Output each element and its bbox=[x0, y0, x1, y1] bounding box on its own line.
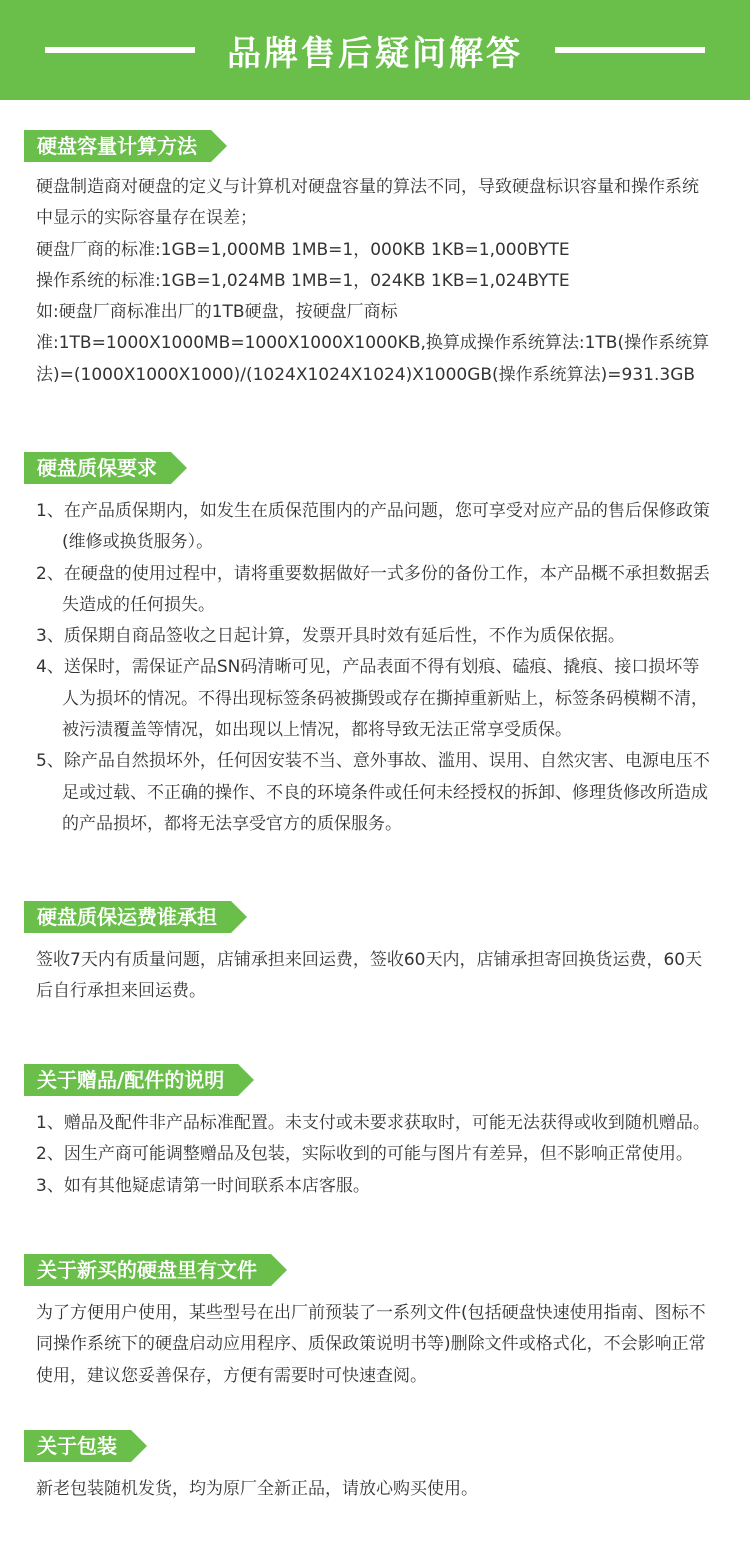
section-heading-capacity: 硬盘容量计算方法 bbox=[24, 130, 211, 162]
capacity-paragraph: 硬盘制造商对硬盘的定义与计算机对硬盘容量的算法不同，导致硬盘标识容量和操作系统中显示的实际容量存在误差； bbox=[36, 177, 699, 229]
shipping-text: 签收7天内有质量问题，店铺承担来回运费，签收60天内，店铺承担寄回换货运费，60天后自行承担来回运费。 bbox=[36, 950, 703, 1002]
capacity-paragraph: 硬盘厂商的标准:1GB=1,000MB 1MB=1，000KB 1KB=1,000BYTE bbox=[36, 239, 570, 260]
section-shipping bbox=[0, 901, 750, 1008]
list-item: 2、因生产商可能调整赠品及包装，实际收到的可能与图片有差异，但不影响正常使用。 bbox=[36, 1144, 693, 1165]
capacity-paragraph: 如:硬盘厂商标准出厂的1TB硬盘，按硬盘厂商标准:1TB=1000X1000MB=1000X1000X1000KB,换算成操作系统算法:1TB(操作系统算法)=(1000X1000X1000)/(1024X1024X1024)X1000GB(操作系统算法)=931.3GB bbox=[36, 302, 710, 385]
banner-decor-line-right bbox=[555, 47, 705, 53]
section-heading-warranty: 硬盘质保要求 bbox=[24, 452, 171, 484]
section-gifts bbox=[0, 1064, 750, 1202]
page-title: 品牌售后疑问解答 bbox=[227, 33, 523, 74]
list-item: 3、如有其他疑虑请第一时间联系本店客服。 bbox=[36, 1175, 370, 1196]
capacity-paragraph: 操作系统的标准:1GB=1,024MB 1MB=1，024KB 1KB=1,024BYTE bbox=[36, 270, 570, 291]
section-warranty bbox=[0, 452, 750, 840]
files-text: 为了方便用户使用，某些型号在出厂前预装了一系列文件(包括硬盘快速使用指南、图标不同操作系统下的硬盘启动应用程序、质保政策说明书等)删除文件或格式化，不会影响正常使用，建议您妥善保存，方便有需要时可快速查阅。 bbox=[36, 1303, 706, 1386]
section-body-capacity bbox=[0, 172, 750, 391]
section-heading-files: 关于新买的硬盘里有文件 bbox=[24, 1254, 271, 1286]
section-heading-gifts: 关于赠品/配件的说明 bbox=[24, 1064, 238, 1096]
section-heading-shipping: 硬盘质保运费谁承担 bbox=[24, 901, 231, 933]
warranty-list bbox=[0, 496, 750, 840]
list-item: 5、除产品自然损坏外，任何因安装不当、意外事故、滥用、误用、自然灾害、电源电压不足或过载、不正确的操作、不良的环境条件或任何未经授权的拆卸、修理货修改所造成的产品损坏，都将无法享受官方的质保服务。 bbox=[36, 751, 710, 834]
section-body-packaging bbox=[0, 1474, 750, 1505]
list-item: 1、赠品及配件非产品标准配置。未支付或未要求获取时，可能无法获得或收到随机赠品。 bbox=[36, 1113, 710, 1133]
packaging-text: 新老包装随机发货，均为原厂全新正品，请放心购买使用。 bbox=[36, 1479, 478, 1499]
list-item: 4、送保时，需保证产品SN码清晰可见，产品表面不得有划痕、磕痕、撬痕、接口损坏等人为损坏的情况。不得出现标签条码被撕毁或存在撕掉重新贴上，标签条码模糊不清，被污渍覆盖等情况，如出现以上情况，都将导致无法正常享受质保。 bbox=[36, 657, 708, 741]
section-files bbox=[0, 1254, 750, 1392]
banner-decor-line-left bbox=[45, 47, 195, 53]
section-body-files bbox=[0, 1298, 750, 1392]
list-item: 1、在产品质保期内，如发生在质保范围内的产品问题，您可享受对应产品的售后保修政策(维修或换货服务）。 bbox=[36, 501, 710, 553]
section-packaging bbox=[0, 1430, 750, 1505]
section-body-shipping bbox=[0, 945, 750, 1008]
list-item: 2、在硬盘的使用过程中，请将重要数据做好一式多份的备份工作，本产品概不承担数据丢失造成的任何损失。 bbox=[36, 563, 710, 615]
list-item: 3、质保期自商品签收之日起计算，发票开具时效有延后性，不作为质保依据。 bbox=[36, 626, 625, 647]
section-heading-packaging: 关于包装 bbox=[24, 1430, 131, 1462]
header-banner bbox=[0, 0, 750, 100]
section-capacity bbox=[0, 130, 750, 391]
gifts-list bbox=[0, 1108, 750, 1202]
